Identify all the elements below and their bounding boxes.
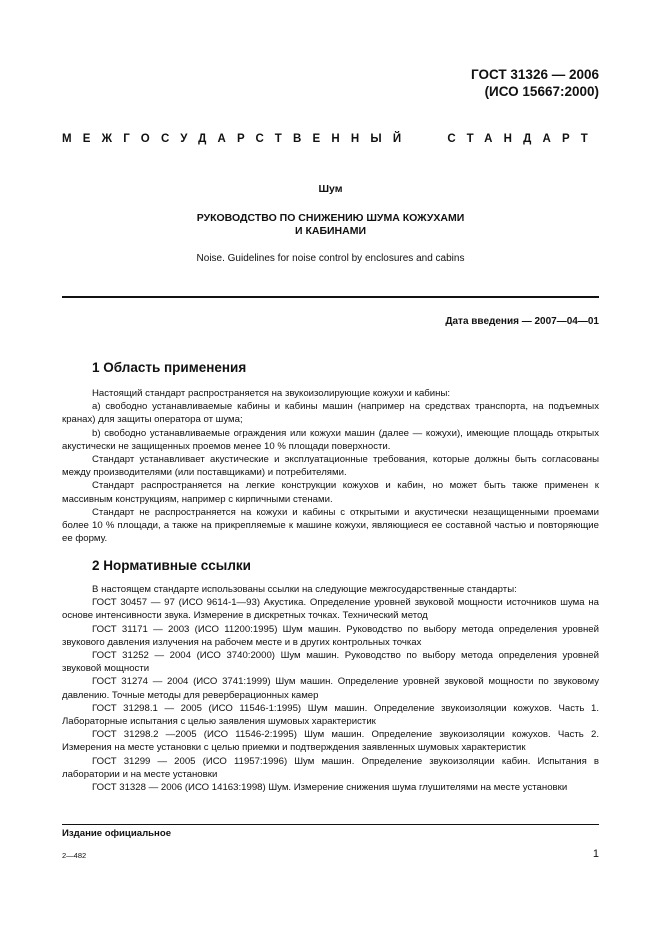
main-title-line: РУКОВОДСТВО ПО СНИЖЕНИЮ ШУМА КОЖУХАМИ — [196, 212, 465, 224]
section-body — [62, 387, 599, 545]
paragraph: b) свободно устанавливаемые ограждения или кожухи машин (далее — кожухи), имеющие площадь открытых акустически не защищенных проемов менее 10 % площади поверхности. — [62, 427, 599, 452]
section-heading: 2 Нормативные ссылки — [92, 558, 251, 573]
page-number: 1 — [592, 848, 599, 860]
subject-title: Шум — [318, 183, 343, 195]
english-title: Noise. Guidelines for noise control by enclosures and cabins — [196, 253, 465, 264]
reference-item: ГОСТ 31298.1 — 2005 (ИСО 11546-1:1995) Шум машин. Определение звукоизоляции кожухов. Часть 1. Лабораторные испытания с целью заявления шумовых характеристик — [62, 702, 599, 728]
paragraph: В настоящем стандарте использованы ссылки на следующие межгосударственные стандарты: — [92, 584, 517, 595]
interstate-standard-banner — [62, 133, 599, 145]
standard-word: СТАНДАРТ — [447, 133, 599, 145]
interstate-word: МЕЖГОСУДАРСТВЕННЫЙ — [62, 133, 413, 145]
reference-item: ГОСТ 31298.2 —2005 (ИСО 11546-2:1995) Шум машин. Определение звукоизоляции кожухов. Часть 2. Измерения на месте установки с целью приемки и подтверждения заявленных шумовых характеристик — [62, 729, 599, 754]
paragraph: Стандарт устанавливает акустические и эксплуатационные требования, которые должны быть согласованы между производителями (или поставщиками) и потребителями. — [62, 454, 599, 479]
reference-item: ГОСТ 31252 — 2004 (ИСО 3740:2000) Шум машин. Руководство по выбору метода определения уровней звуковой мощности — [62, 650, 599, 675]
reference-item: ГОСТ 31171 — 2003 (ИСО 11200:1995) Шум машин. Руководство по выбору метода определения уровней звукового давления излучения на рабочем месте и в других контрольных точках — [62, 623, 599, 648]
main-title-line: И КАБИНАМИ — [294, 225, 366, 237]
divider — [62, 296, 599, 298]
reference-item: ГОСТ 31274 — 2004 (ИСО 3741:1999) Шум машин. Определение уровней звуковой мощности по звуковому давлению. Точные методы для реверберационных камер — [62, 676, 599, 701]
footer-divider — [62, 824, 599, 825]
paragraph: Настоящий стандарт распространяется на звукоизолирующие кожухи и кабины: — [92, 388, 451, 399]
print-code: 2—482 — [62, 851, 87, 860]
section-body — [62, 583, 599, 794]
reference-item: ГОСТ 31299 — 2005 (ИСО 11957:1996) Шум машин. Определение звукоизоляции кабин. Испытания в лаборатории и на месте установки — [62, 755, 599, 780]
main-title — [62, 212, 599, 238]
section-heading: 1 Область применения — [92, 360, 247, 375]
standard-number: ГОСТ 31326 — 2006 — [471, 67, 599, 82]
edition-label: Издание официальное — [62, 828, 172, 839]
paragraph: Стандарт распространяется на легкие конструкции кожухов и кабин, но может быть также применен к массивным конструкциям, например с кирпичными стенами. — [62, 480, 599, 505]
introduction-date: Дата введения — 2007—04—01 — [445, 316, 599, 327]
paragraph: а) свободно устанавливаемые кабины и кабины машин (например на средствах транспорта, на подъемных кранах) для защиты оператора от шума; — [62, 401, 599, 426]
document-number-block — [471, 66, 599, 100]
iso-number: (ИСО 15667:2000) — [484, 84, 599, 99]
paragraph: Стандарт не распространяется на кожухи и кабины с открытыми и акустически незащищенными проемами более 10 % площади, а также на прикрепляемые к машине кожухи, являющиеся ее составной частью и повторяющие ее форму. — [62, 506, 599, 545]
reference-item: ГОСТ 30457 — 97 (ИСО 9614-1—93) Акустика. Определение уровней звуковой мощности источников шума на основе интенсивности звука. Измерение в дискретных точках. Технический метод — [62, 597, 599, 622]
reference-item: ГОСТ 31328 — 2006 (ИСО 14163:1998) Шум. Измерение снижения шума глушителями на месте установки — [92, 782, 568, 794]
